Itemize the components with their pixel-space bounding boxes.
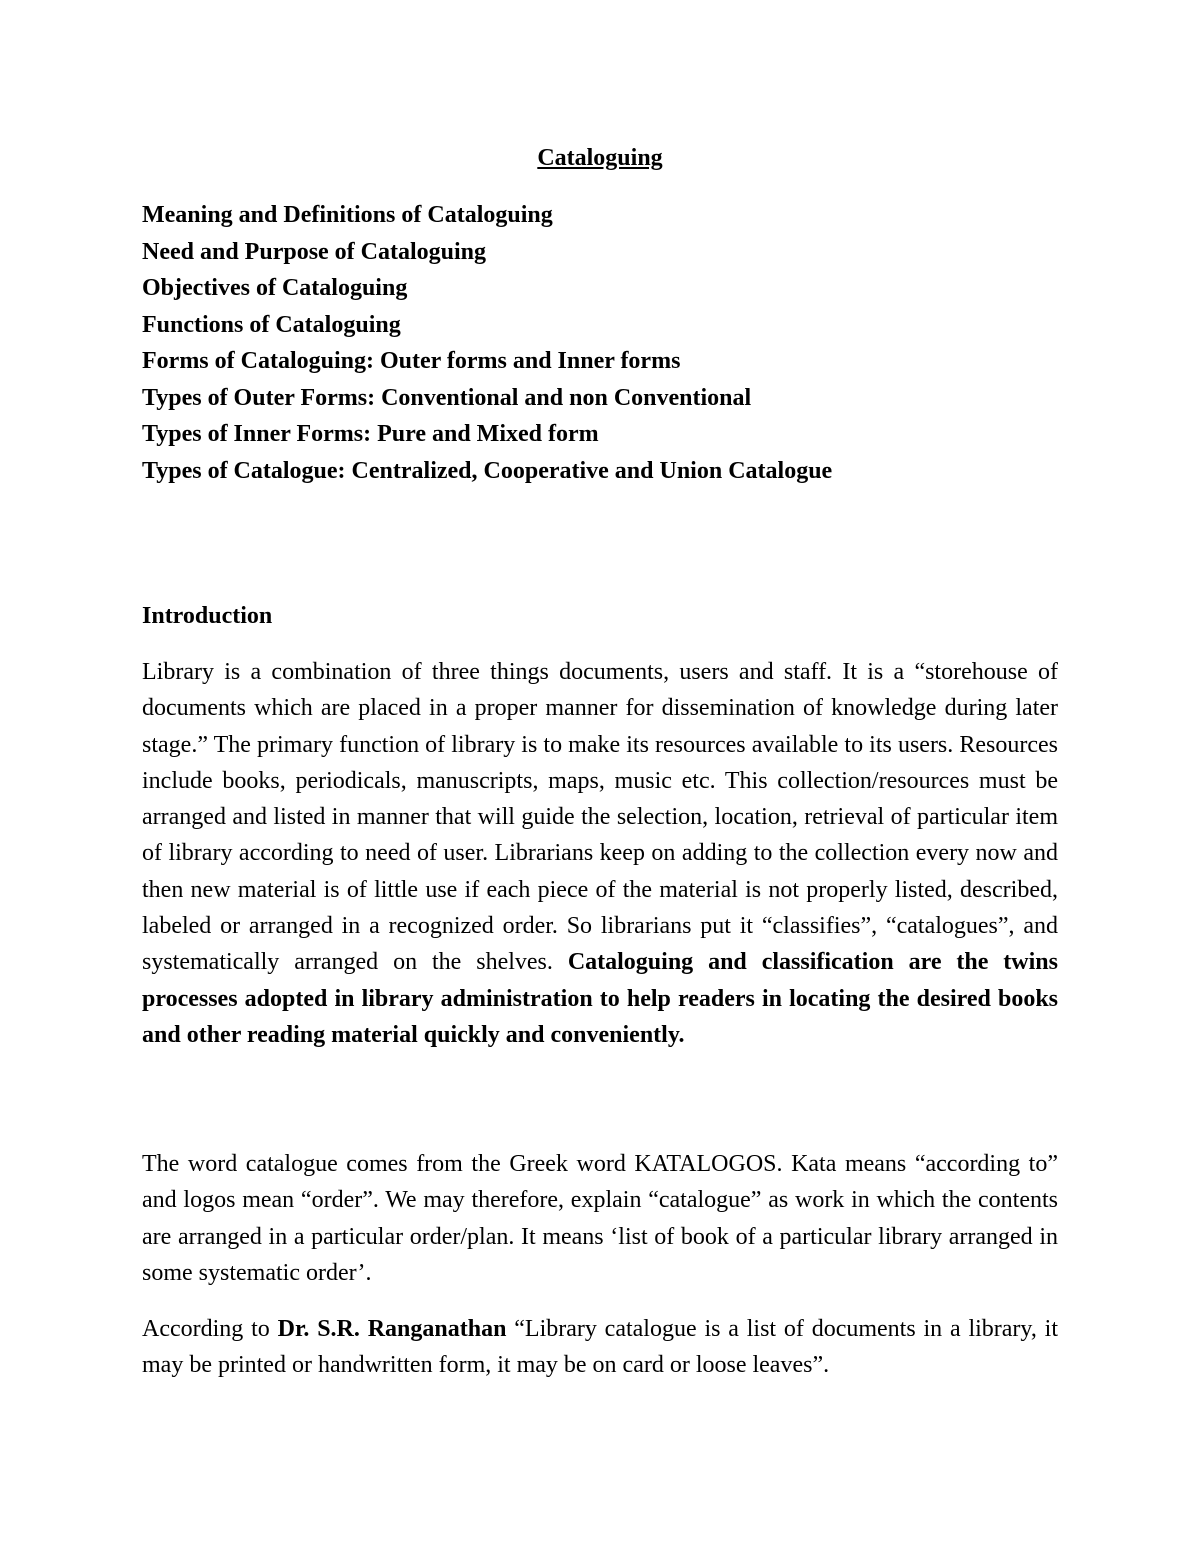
topic-item: Meaning and Definitions of Cataloguing [142, 202, 553, 228]
definition-author: Dr. S.R. Ranganathan [277, 1316, 507, 1342]
topics-list [142, 197, 1062, 489]
document-title: Cataloguing [537, 145, 663, 171]
topic-item: Types of Outer Forms: Conventional and non Conventional [142, 384, 752, 411]
topic-item: Need and Purpose of Cataloguing [142, 238, 487, 265]
definition-prefix: According to [142, 1316, 270, 1342]
paragraph-text: Library is a combination of three things documents, users and staff. It is a “storehouse of documents which are placed in a proper manner for dissemination of knowledge during later stage.” The primary function of library is to make its resources available to its users. Resources include books, periodicals, manuscripts, maps, music etc. This collection/resources must be arranged and listed in manner that will guide the selection, location, retrieval of particular item of library according to need of user. Librarians keep on adding to the collection every now and then new material is of little use if each piece of the material is not properly listed, described, labeled or arranged in a recognized order. So librarians put it “classifies”, “catalogues”, and systematically arranged on the shelves. [142, 659, 1058, 976]
topic-item: Objectives of Cataloguing [142, 275, 408, 301]
topic-item: Types of Inner Forms: Pure and Mixed form [142, 421, 599, 447]
definition-quote: “Library catalogue is a list of documents in a library, it may be printed or handwritten form, it may be on card or loose leaves”. [142, 1316, 1059, 1379]
paragraph-etymology: The word catalogue comes from the Greek word KATALOGOS. Kata means “according to” and logos mean “order”. We may therefore, explain “catalogue” as work in which the contents are arranged in a particular order/plan. It means ‘list of book of a particular library arranged in some systematic order’. [142, 1151, 1058, 1286]
topic-item: Forms of Cataloguing: Outer forms and Inner forms [142, 348, 681, 374]
paragraph-definition [142, 1311, 1058, 1384]
paragraph-bold-text: Cataloguing and classification are the twins processes adopted in library administration to help readers in locating the desired books and other reading material quickly and conveniently. [142, 949, 1058, 1048]
topic-item: Functions of Cataloguing [142, 311, 401, 338]
section-heading: Introduction [142, 603, 273, 629]
paragraph-intro [142, 654, 1058, 1053]
topic-item: Types of Catalogue: Centralized, Cooperative and Union Catalogue [142, 457, 833, 484]
